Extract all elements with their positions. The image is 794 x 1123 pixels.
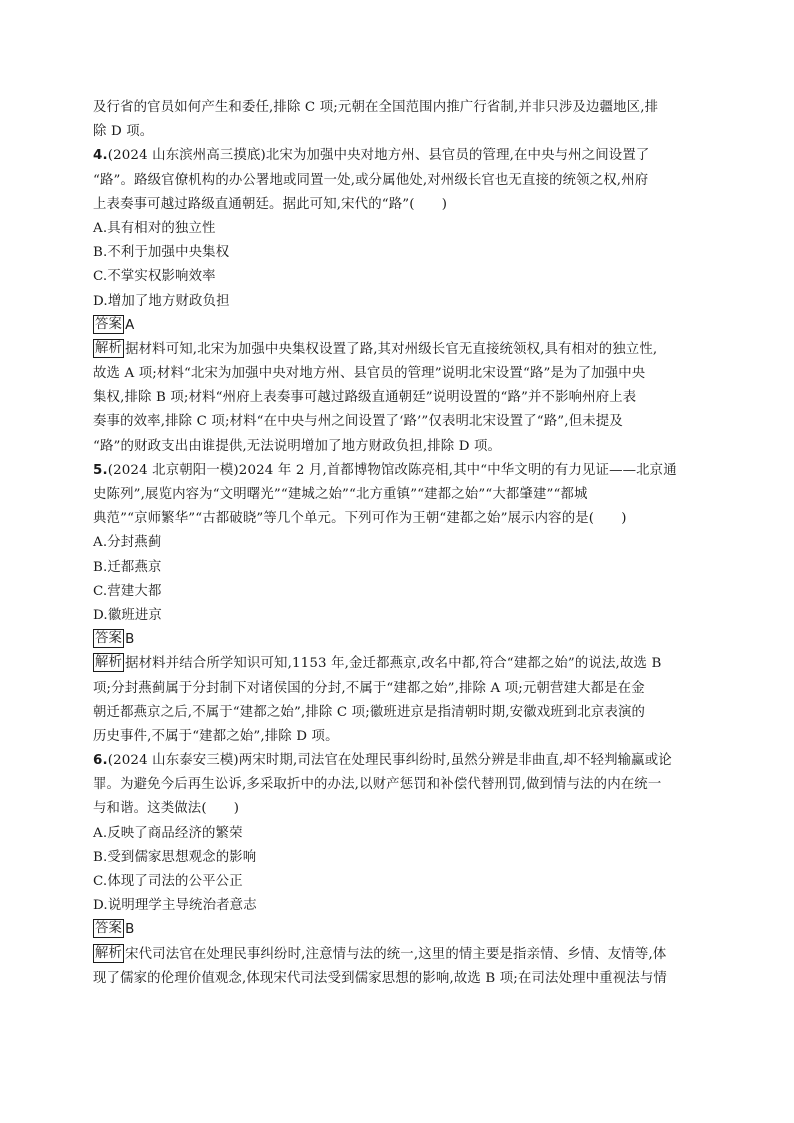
answer-value: A (125, 317, 135, 333)
answer-tag: 答案 (95, 631, 123, 647)
question-stem-line: 上表奏事可越过路级直通朝廷。据此可知,宋代的“路”( ) (93, 196, 448, 212)
intro-line: 及行省的官员如何产生和委任,排除 C 项;元朝在全国范围内推广行省制,并非只涉及边疆地区,排 (93, 100, 659, 115)
option-c: C.体现了司法的公平公正 (93, 874, 243, 889)
analysis-text: 据材料并结合所学知识可知,1153 年,金迁都燕京,改名中都,符合“建都之始”的说法,故选 B (125, 656, 662, 672)
analysis-line: 集权,排除 B 项;材料“州府上表奏事可越过路级直通朝廷”说明设置的“路”并不影响州府上表 (93, 390, 637, 406)
analysis-line: 现了儒家的伦理价值观念,体现宋代司法受到儒家思想的影响,故选 B 项;在司法处理中重视法与情 (93, 970, 667, 986)
answer-value: B (125, 632, 135, 648)
analysis-text: 宋代司法官在处理民事纠纷时,注意情与法的统一,这里的情主要是指亲情、乡情、友情等,体 (125, 946, 667, 962)
analysis-tag: 解析 (95, 655, 123, 671)
analysis-line: 故选 A 项;材料“北宋为加强中央对地方州、县官员的管理”说明北宋设置“路”是为了加强中央 (93, 366, 646, 382)
intro-line: 除 D 项。 (93, 124, 154, 140)
analysis-tag: 解析 (95, 340, 123, 356)
analysis-text: 据材料可知,北宋为加强中央集权设置了路,其对州级长官无直接统领权,具有相对的独立性, (125, 341, 658, 357)
option-d: D.增加了地方财政负担 (93, 293, 230, 309)
question-stem-text: (2024 山东泰安三模)两宋时期,司法官在处理民事纠纷时,虽然分辨是非曲直,却不轻判输赢或论 (107, 753, 672, 769)
option-a: A.具有相对的独立性 (93, 220, 216, 236)
question-stem-text: (2024 山东滨州高三摸底)北宋为加强中央对地方州、县官员的管理,在中央与州之间设置了 (107, 148, 650, 164)
analysis-line: 历史事件,不属于“建都之始”,排除 D 项。 (93, 728, 339, 744)
intro-block (93, 96, 705, 144)
analysis-line: 奏事的效率,排除 C 项;材料“在中央与州之间设置了‘路’”仅表明北宋设置了“路”,但未提及 (93, 414, 623, 430)
question-6 (93, 749, 705, 991)
analysis-line: 朝迁都燕京之后,不属于“建都之始”,排除 C 项;徽班进京是指清朝时期,安徽戏班到北京表演的 (93, 704, 646, 720)
question-5 (93, 459, 705, 749)
answer-line (93, 918, 705, 942)
question-stem-line: 与和谐。这类做法( ) (93, 801, 240, 817)
document-page (93, 96, 705, 991)
analysis-line: 项;分封燕蓟属于分封制下对诸侯国的分封,不属于“建都之始”,排除 A 项;元朝营建大都是在金 (93, 680, 645, 696)
option-b: B.不利于加强中央集权 (93, 245, 230, 261)
question-number: 6. (93, 753, 108, 769)
question-4 (93, 144, 705, 458)
option-b: B.迁都燕京 (93, 559, 162, 575)
question-number: 4. (93, 148, 108, 164)
option-c: C.不掌实权影响效率 (93, 269, 216, 285)
option-a: A.分封燕蓟 (93, 535, 162, 551)
answer-line (93, 314, 705, 338)
option-d: D.说明理学主导统治者意志 (93, 898, 257, 914)
question-stem-line: “路”。路级官僚机构的办公署地或同置一处,或分属他处,对州级长官也无直接的统领之权,州府 (93, 172, 649, 188)
answer-tag: 答案 (95, 921, 123, 937)
option-a: A.反映了商品经济的繁荣 (93, 825, 243, 841)
question-stem-line: 罪。为避免今后再生讼诉,多采取折中的办法,以财产惩罚和补偿代替刑罚,做到情与法的内在统一 (93, 777, 662, 793)
analysis-line (93, 652, 705, 676)
analysis-tag: 解析 (95, 945, 123, 961)
question-stem-line: 典范”“京师繁华”“古都破晓”等几个单元。下列可作为王朝“建都之始”展示内容的是( ) (93, 511, 627, 527)
option-b: B.受到儒家思想观念的影响 (93, 849, 257, 865)
question-stem-line (93, 459, 705, 483)
question-stem-line (93, 749, 705, 773)
question-stem-line: 史陈列”,展览内容为“文明曙光”“建城之始”“北方重镇”“建都之始”“大都肇建”“都城 (93, 487, 588, 502)
question-stem-line (93, 144, 705, 168)
answer-value: B (125, 922, 135, 938)
answer-tag: 答案 (95, 316, 123, 332)
analysis-line: “路”的财政支出由谁提供,无法说明增加了地方财政负担,排除 D 项。 (93, 438, 502, 454)
analysis-line (93, 338, 705, 362)
option-c: C.营建大都 (93, 583, 162, 599)
question-stem-text: (2024 北京朝阳一模)2024 年 2 月,首都博物馆改陈亮相,其中“中华文明的有力见证——北京通 (107, 462, 677, 478)
option-d: D.徽班进京 (93, 607, 162, 623)
analysis-line (93, 943, 705, 967)
answer-line (93, 628, 705, 652)
question-number: 5. (93, 462, 108, 478)
